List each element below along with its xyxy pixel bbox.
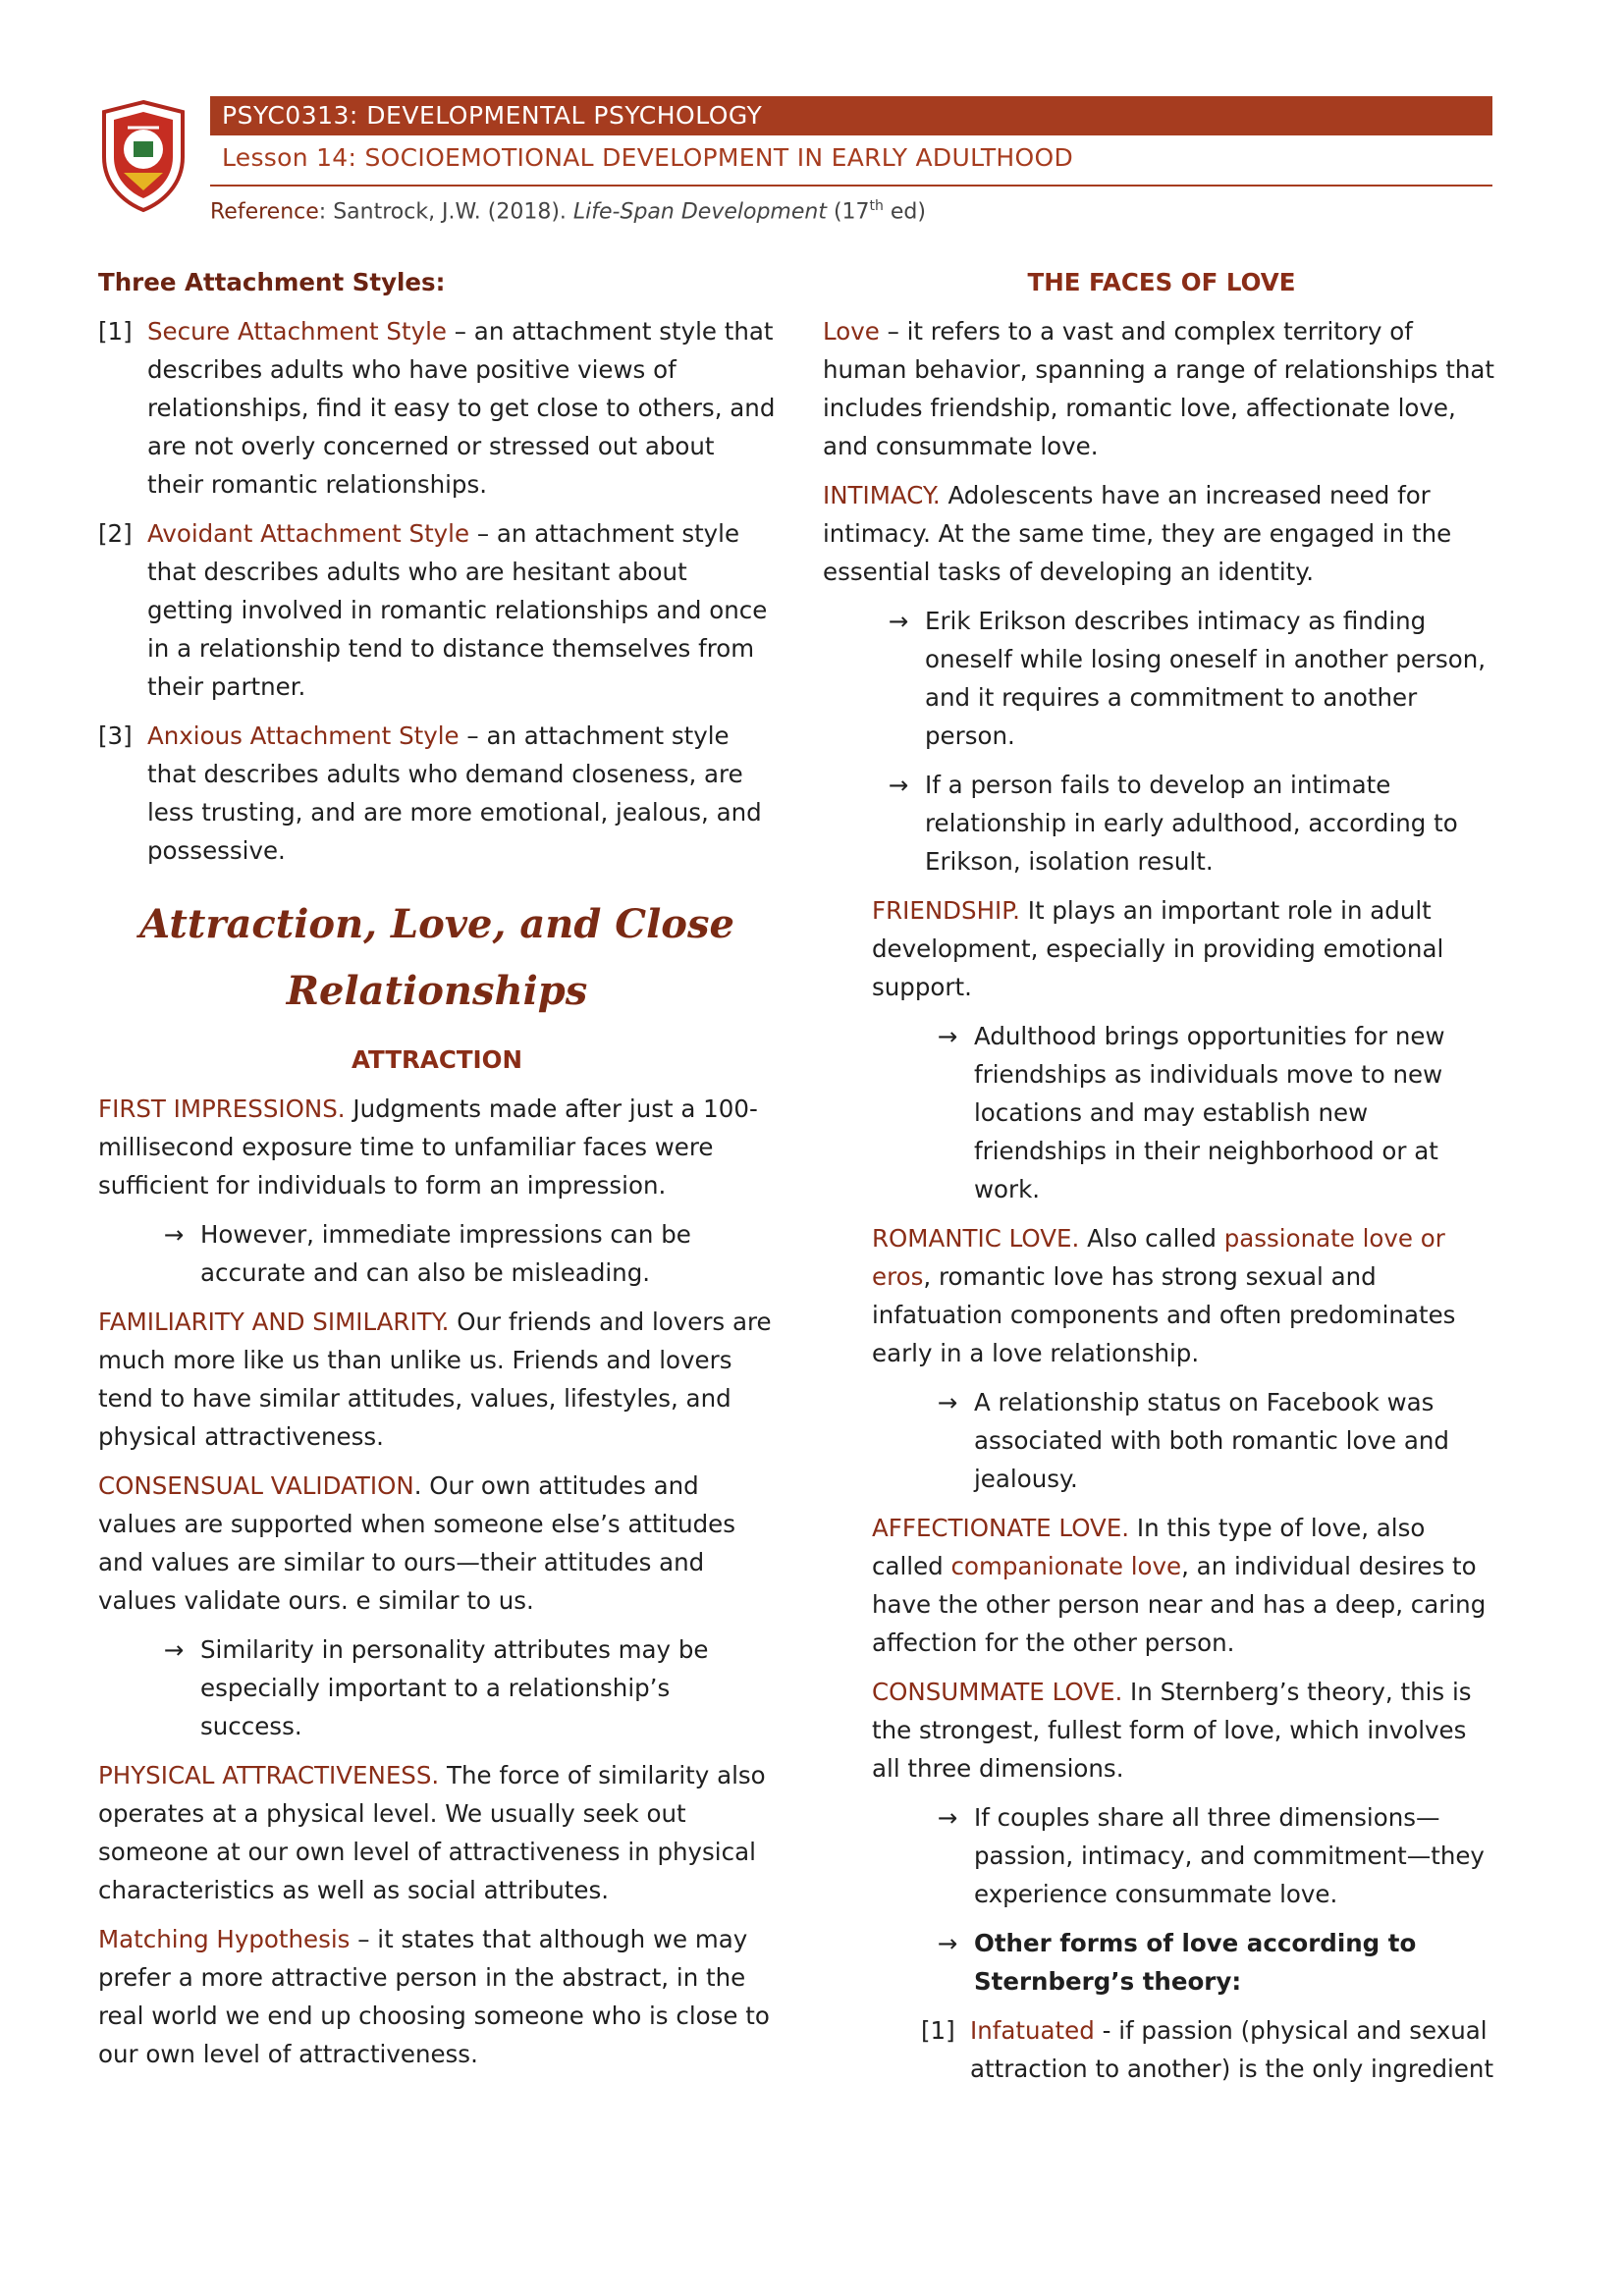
list-item: → If a person fails to develop an intimate relationship in early adulthood, according to Erikson, isolation result. xyxy=(823,766,1500,881)
faces-of-love-heading: THE FACES OF LOVE xyxy=(1027,268,1296,296)
list-item: → A relationship status on Facebook was associated with both romantic love and jealousy. xyxy=(872,1383,1500,1498)
arrow-icon: → xyxy=(937,1388,958,1416)
header-divider xyxy=(210,185,1492,187)
list-item: → Erik Erikson describes intimacy as finding oneself while losing oneself in another person, and it requires a commitment to another person. xyxy=(823,602,1500,755)
paragraph-physical: PHYSICAL ATTRACTIVENESS. The force of similarity also operates at a physical level. We usually seek out someone at our own level of attractiveness in physical characteristics as well as social attributes. xyxy=(98,1761,766,1904)
list-item: [2] Avoidant Attachment Style – an attachment style that describes adults who are hesitant about getting involved in romantic relationships and once in a relationship tend to distance themselves from their partner. xyxy=(98,519,768,701)
list-item: → Other forms of love according to Sternberg’s theory: xyxy=(872,1924,1500,2001)
list-item: [3] Anxious Attachment Style – an attachment style that describes adults who demand closeness, are less trusting, and are more emotional, jealous, and possessive. xyxy=(98,721,762,865)
arrow-icon: → xyxy=(888,607,909,635)
paragraph-consummate: CONSUMMATE LOVE. In Sternberg’s theory, this is the strongest, fullest form of love, which involves all three dimensions. xyxy=(872,1678,1472,1783)
paragraph-romantic: ROMANTIC LOVE. Also called passionate love or eros, romantic love has strong sexual and infatuation components and often predominates early in a love relationship. xyxy=(872,1224,1456,1367)
list-item: → If couples share all three dimensions—passion, intimacy, and commitment—they experience consummate love. xyxy=(872,1798,1500,1913)
right-column xyxy=(823,263,1500,2099)
term-avoidant: Avoidant Attachment Style xyxy=(147,519,470,548)
paragraph-familiarity: FAMILIARITY AND SIMILARITY. Our friends and lovers are much more like us than unlike us. Friends and lovers tend to have similar attitudes, values, lifestyles, and physical attractiveness. xyxy=(98,1308,772,1451)
list-item: → Adulthood brings opportunities for new friendships as individuals move to new locations and may establish new friendships in their neighborhood or at work. xyxy=(872,1017,1500,1208)
section-title-attraction-love: Attraction, Love, and Close Relationships xyxy=(139,901,734,1014)
paragraph-affectionate: AFFECTIONATE LOVE. In this type of love, also called companionate love, an individual desires to have the other person near and has a deep, caring affection for the other person. xyxy=(872,1514,1487,1657)
university-seal-icon xyxy=(98,98,189,214)
attraction-heading: ATTRACTION xyxy=(351,1045,522,1074)
reference-book-title: Life-Span Development xyxy=(572,199,827,225)
paragraph-love: Love – it refers to a vast and complex territory of human behavior, spanning a range of relationships that includes friendship, romantic love, affectionate love, and consummate love. xyxy=(823,317,1494,460)
list-item: [1] Infatuated - if passion (physical and sexual attraction to another) is the only ingredient xyxy=(921,2016,1494,2083)
arrow-icon: → xyxy=(937,1803,958,1832)
left-column xyxy=(98,263,776,2084)
term-anxious: Anxious Attachment Style xyxy=(147,721,460,750)
list-item: → However, immediate impressions can be accurate and can also be misleading. xyxy=(98,1215,776,1292)
arrow-icon: → xyxy=(163,1635,185,1664)
arrow-icon: → xyxy=(937,1022,958,1050)
attachment-styles-heading: Three Attachment Styles: xyxy=(98,268,446,296)
reference-label: Reference xyxy=(210,199,319,225)
list-item: → Similarity in personality attributes may be especially important to a relationship’s success. xyxy=(98,1630,776,1745)
paragraph-intimacy: INTIMACY. Adolescents have an increased need for intimacy. At the same time, they are engaged in the essential tasks of developing an identity. xyxy=(823,481,1452,586)
paragraph-consensual: CONSENSUAL VALIDATION. Our own attitudes and values are supported when someone else’s attitudes and values are similar to ours—their attitudes and values validate ours. e similar to us. xyxy=(98,1471,735,1615)
course-title-bar: PSYC0313: DEVELOPMENTAL PSYCHOLOGY xyxy=(210,96,1492,135)
reference-line: Reference: Santrock, J.W. (2018). Life-Span Development (17th ed) xyxy=(210,198,926,225)
arrow-icon: → xyxy=(888,771,909,799)
lesson-title: Lesson 14: SOCIOEMOTIONAL DEVELOPMENT IN EARLY ADULTHOOD xyxy=(222,143,1074,172)
list-item: [1] Secure Attachment Style – an attachment style that describes adults who have positive views of relationships, find it easy to get close to others, and are not overly concerned or stressed out about their romantic relationships. xyxy=(98,317,776,499)
term-secure: Secure Attachment Style xyxy=(147,317,447,346)
paragraph-matching: Matching Hypothesis – it states that although we may prefer a more attractive person in the abstract, in the real world we end up choosing someone who is close to our own level of attractiveness. xyxy=(98,1925,770,2068)
paragraph-first-impressions: FIRST IMPRESSIONS. Judgments made after just a 100-millisecond exposure time to unfamiliar faces were sufficient for individuals to form an impression. xyxy=(98,1095,758,1200)
arrow-icon: → xyxy=(937,1929,958,1957)
arrow-icon: → xyxy=(163,1220,185,1249)
paragraph-friendship: FRIENDSHIP. It plays an important role in adult development, especially in providing emotional support. xyxy=(872,896,1444,1001)
term-infatuated: Infatuated xyxy=(970,2016,1095,2045)
